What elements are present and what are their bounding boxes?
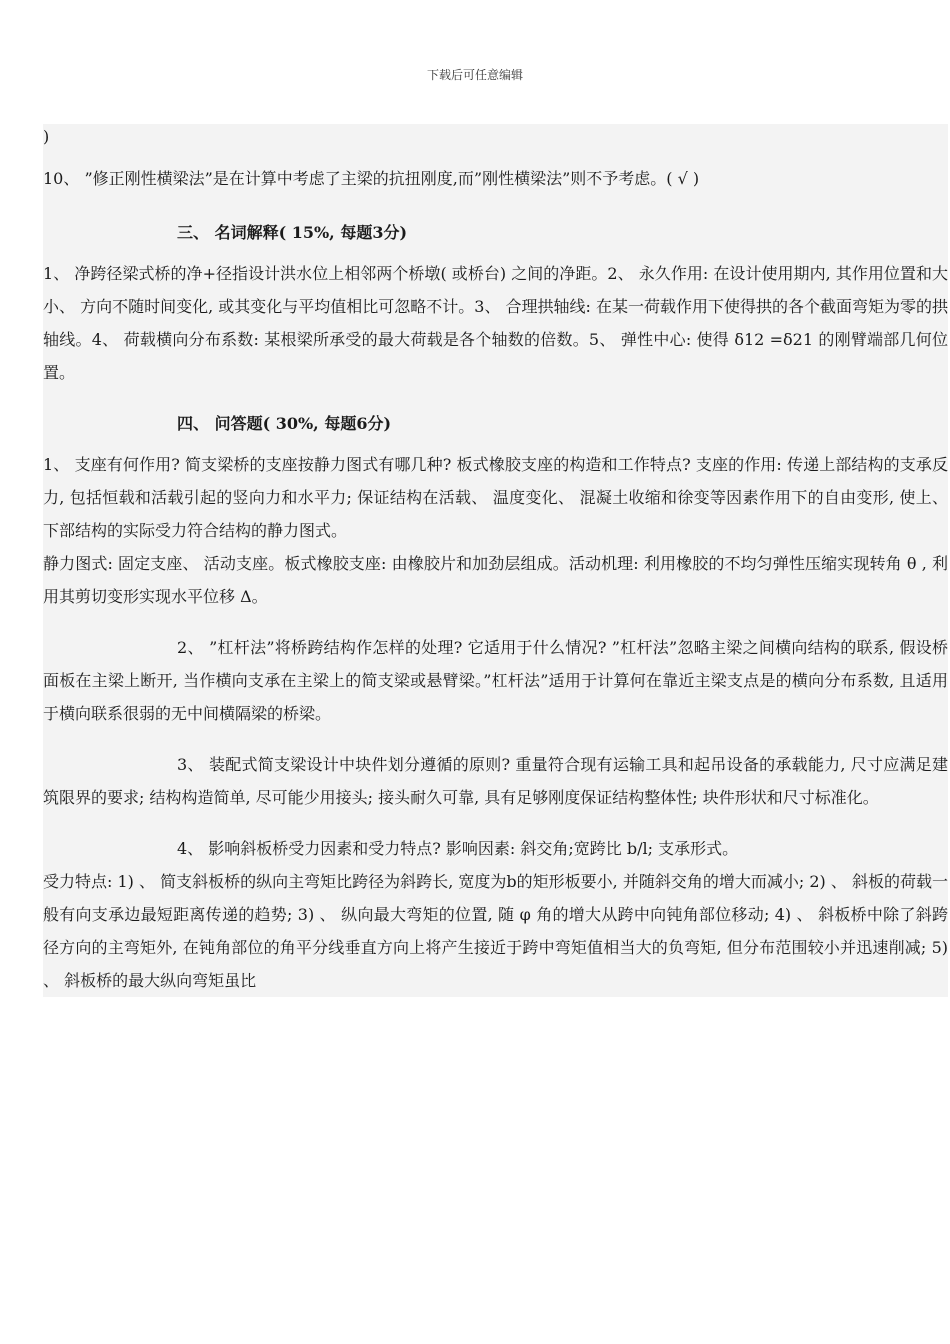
section-3-heading: 三、 名词解释( 15%, 每题3分): [177, 223, 408, 242]
answer-1-part-b: 静力图式: 固定支座、 活动支座。板式橡胶支座: 由橡胶片和加劲层组成。活动机理: 利用橡胶的不均匀弹性压缩实现转角 θ , 利用其剪切变形实现水平位移 Δ。: [43, 554, 948, 606]
question-10: 10、 ”修正刚性横梁法”是在计算中考虑了主梁的抗扭刚度,而”刚性横梁法”则不予考虑。( √ ): [43, 169, 700, 188]
answer-2: 2、 ”杠杆法”将桥跨结构作怎样的处理? 它适用于什么情况? ”杠杆法”忽略主梁之间横向结构的联系, 假设桥面板在主梁上断开, 当作横向支承在主梁上的简支梁或悬臂梁。”杠杆法”适用于计算何在靠近主梁支点是的横向分布系数, 且适用于横向联系很弱的无中间横隔梁的桥梁。: [43, 638, 948, 723]
page-header: 下载后可任意编辑: [426, 68, 523, 82]
paren-close: ): [43, 127, 50, 146]
answer-4-part-a: 4、 影响斜板桥受力因素和受力特点? 影响因素: 斜交角;宽跨比 b/l; 支承形式。: [177, 839, 739, 858]
section-4-heading: 四、 问答题( 30%, 每题6分): [177, 414, 392, 433]
section-3-body: 1、 净跨径梁式桥的净+径指设计洪水位上相邻两个桥墩( 或桥台) 之间的净距。2、 永久作用: 在设计使用期内, 其作用位置和大小、 方向不随时间变化, 或其变化与平均值相比可忽略不计。3、 合理拱轴线: 在某一荷载作用下使得拱的各个截面弯矩为零的拱轴线。4、 荷载横向分布系数: 某根梁所承受的最大荷载是各个轴数的倍数。5、 弹性中心: 使得 δ12 =δ21 的刚臂端部几何位置。: [43, 264, 949, 382]
answer-1-part-a: 1、 支座有何作用? 简支梁桥的支座按静力图式有哪几种? 板式橡胶支座的构造和工作特点? 支座的作用: 传递上部结构的支承反力, 包括恒载和活载引起的竖向力和水平力; 保证结构在活载、 温度变化、 混凝土收缩和徐变等因素作用下的自由变形, 使上、 下部结构的实际受力符合结构的静力图式。: [43, 455, 948, 540]
answer-3: 3、 装配式简支梁设计中块件划分遵循的原则? 重量符合现有运输工具和起吊设备的承载能力, 尺寸应满足建筑限界的要求; 结构构造简单, 尽可能少用接头; 接头耐久可靠, 具有足够刚度保证结构整体性; 块件形状和尺寸标准化。: [43, 755, 948, 807]
answer-4-part-b: 受力特点: 1) 、 简支斜板桥的纵向主弯矩比跨径为斜跨长, 宽度为b的矩形板要小, 并随斜交角的增大而减小; 2) 、 斜板的荷载一般有向支承边最短距离传递的趋势; 3) 、 纵向最大弯矩的位置, 随 φ 角的增大从跨中向钝角部位移动; 4) 、 斜板桥中除了斜跨径方向的主弯矩外, 在钝角部位的角平分线垂直方向上将产生接近于跨中弯矩值相当大的负弯矩, 但分布范围较小并迅速削减; 5) 、 斜板桥的最大纵向弯矩虽比: [43, 872, 948, 990]
document-body: [43, 124, 948, 997]
